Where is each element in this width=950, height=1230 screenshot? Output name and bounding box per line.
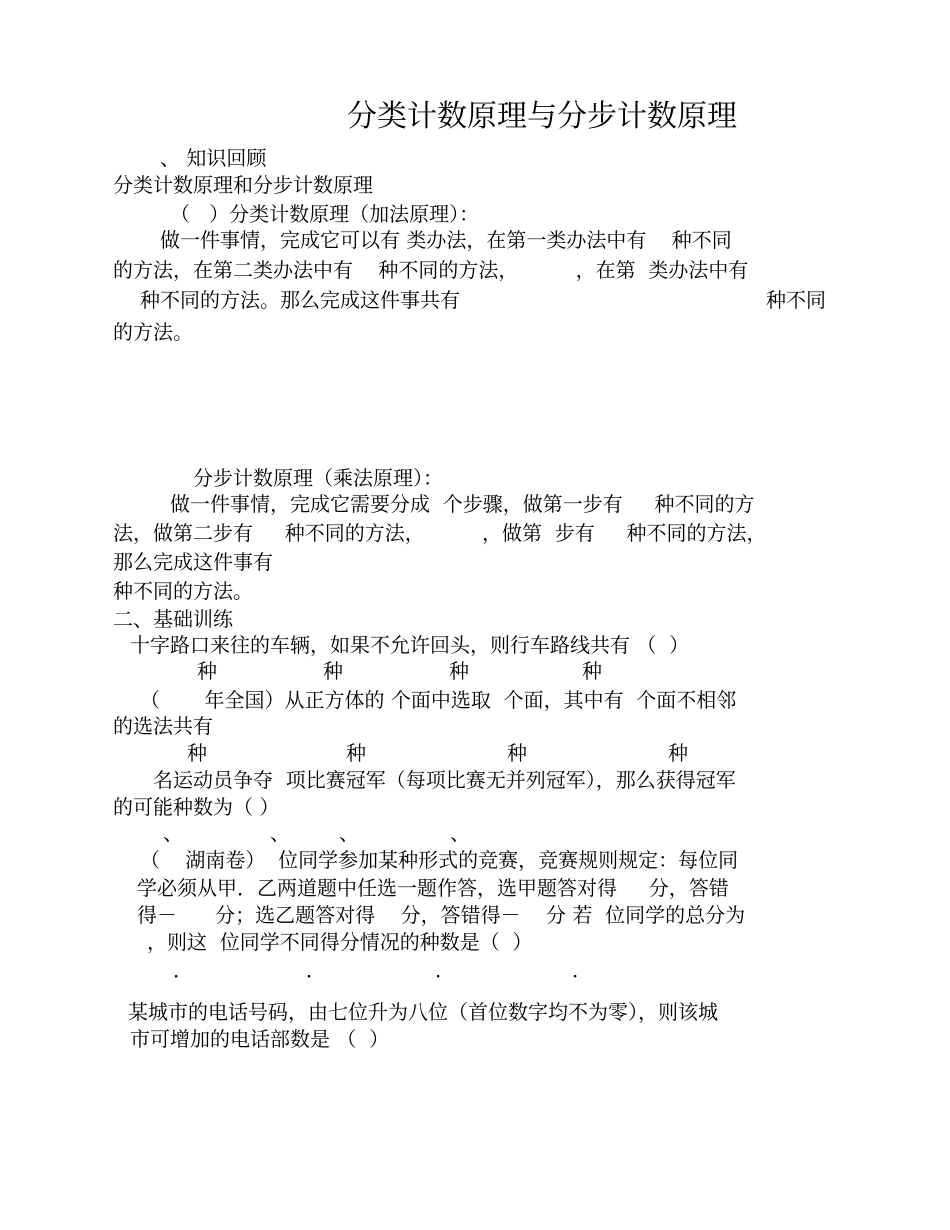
section-heading-training: 二、基础训练 [113, 607, 233, 631]
question-2-option-b: 种 [346, 741, 366, 765]
question-4-line-3: 得－ 分；选乙题答对得 分，答错得－ 分 若 位同学的总分为 [137, 903, 746, 927]
question-1-option-d: 种 [582, 659, 602, 683]
question-2-option-d: 种 [668, 741, 688, 765]
multiplication-line-2: 法，做第二步有 种不同的方法， ，做第 步有 种不同的方法， [113, 521, 767, 545]
page-title: 分类计数原理与分步计数原理 [347, 99, 737, 134]
question-1-option-b: 种 [323, 659, 343, 683]
question-3-option-a: 、 [163, 821, 183, 845]
addition-line-3-end: 种不同 [766, 288, 826, 312]
question-4-option-a: ． [173, 958, 193, 982]
multiplication-line-1: 做一件事情，完成它需要分成 个步骤，做第一步有 种不同的方 [170, 492, 755, 516]
question-4-line-1: （ 湖南卷） 位同学参加某种形式的竞赛，竞赛规则规定：每位同 [140, 848, 739, 872]
question-4-option-c: ． [435, 958, 455, 982]
question-3-line-1: 名运动员争夺 项比赛冠军（每项比赛无并列冠军），那么获得冠军 [153, 768, 736, 792]
question-1-text: 十字路口来往的车辆，如果不允许回头，则行车路线共有 （ ） [130, 633, 690, 657]
multiplication-line-4: 种不同的方法。 [113, 579, 253, 603]
multiplication-line-3: 那么完成这件事有 [113, 550, 273, 574]
section-heading-review: 、 知识回顾 [160, 146, 267, 170]
question-2-line-1: （ 年全国）从正方体的 个面中选取 个面，其中有 个面不相邻 [140, 688, 737, 712]
question-3-line-2: 的可能种数为（ ） [113, 795, 280, 819]
question-1-option-a: 种 [197, 659, 217, 683]
question-4-option-d: ． [572, 958, 592, 982]
question-4-line-4: ，则这 位同学不同得分情况的种数是（ ） [147, 930, 533, 954]
question-3-option-b: 、 [270, 821, 290, 845]
question-4-line-2: 学必须从甲．乙两道题中任选一题作答，选甲题答对得 分，答错 [137, 876, 729, 900]
question-5-line-1: 某城市的电话号码，由七位升为八位（首位数字均不为零），则该城 [128, 1000, 718, 1024]
question-3-option-d: 、 [450, 821, 470, 845]
addition-line-4: 的方法。 [113, 320, 193, 344]
addition-line-2: 的方法，在第二类办法中有 种不同的方法， ，在第 类办法中有 [113, 258, 749, 282]
subheading-principles: 分类计数原理和分步计数原理 [113, 173, 373, 197]
question-2-option-a: 种 [187, 741, 207, 765]
multiplication-principle-label: 分步计数原理（乘法原理）： [193, 466, 443, 490]
addition-line-1: 做一件事情，完成它可以有 类办法，在第一类办法中有 种不同 [160, 228, 732, 252]
question-5-line-2: 市可增加的电话部数是 （ ） [130, 1027, 390, 1051]
addition-line-3: 种不同的方法。那么完成这件事共有 [140, 288, 460, 312]
question-2-line-2: 的选法共有 [113, 714, 213, 738]
question-4-option-b: ． [306, 958, 326, 982]
question-3-option-c: 、 [339, 821, 359, 845]
addition-principle-label: （ ）分类计数原理（加法原理）： [170, 202, 480, 226]
question-1-option-c: 种 [449, 659, 469, 683]
question-2-option-c: 种 [507, 741, 527, 765]
